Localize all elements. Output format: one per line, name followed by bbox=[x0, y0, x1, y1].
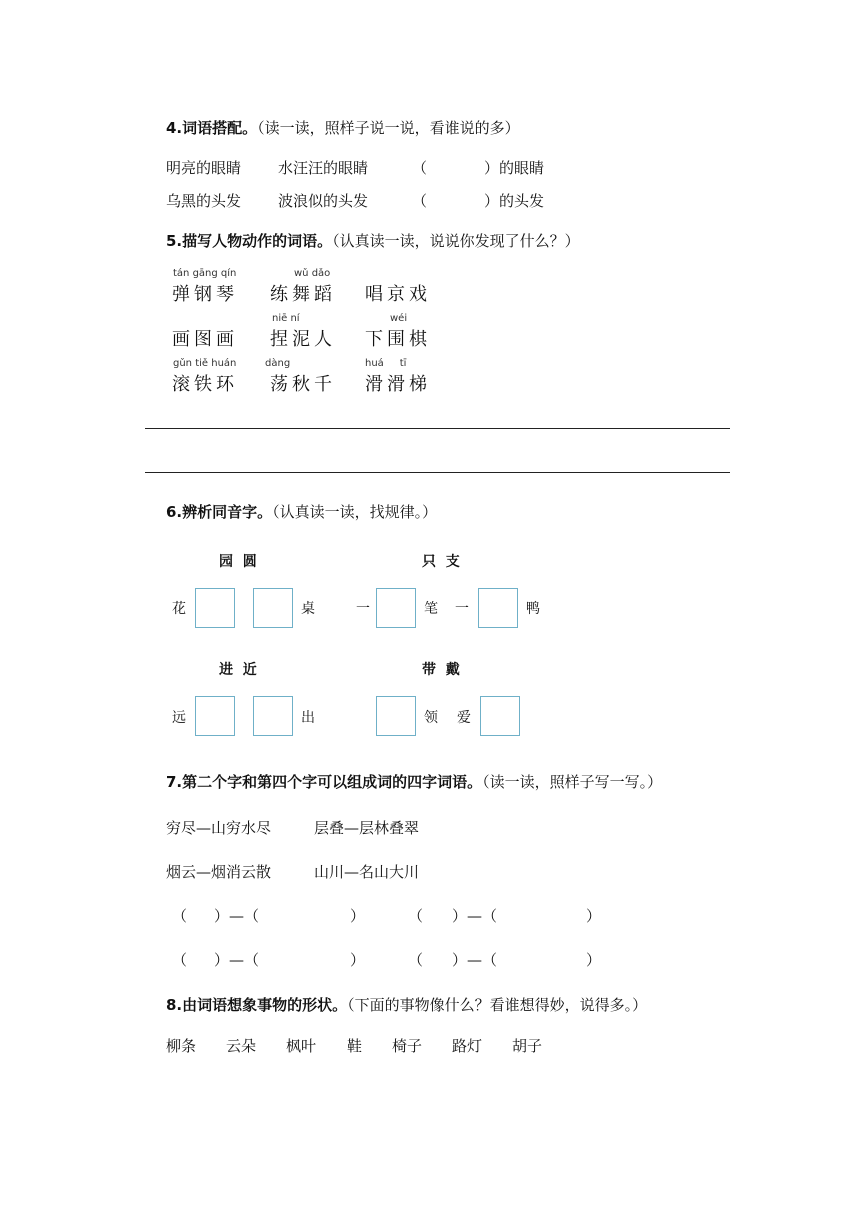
q6-g3-right: 出 bbox=[301, 710, 315, 726]
q8-title: 8.由词语想象事物的形状。 bbox=[166, 996, 348, 1014]
q4-instruction: （读一读，照样子说一说，看谁说的多） bbox=[257, 119, 520, 137]
q5-word-5: 捏泥人 bbox=[270, 329, 336, 350]
q4-row1-open: （ bbox=[412, 159, 428, 177]
q5-word-1: 弹钢琴 bbox=[172, 284, 238, 305]
q4-row2-open: （ bbox=[412, 192, 428, 210]
q5-word-8: 荡秋千 bbox=[270, 374, 336, 395]
q7-r2-close-b: ） bbox=[586, 951, 602, 969]
q5-title: 5.描写人物动作的词语。 bbox=[166, 232, 333, 250]
q5-word-6: 下围棋 bbox=[365, 329, 431, 350]
q5-pinyin-1: tán gāng qín bbox=[173, 268, 237, 279]
q7-r2-open-b: （ bbox=[408, 951, 424, 969]
q6-g2-box-2[interactable] bbox=[478, 588, 518, 628]
answer-line-1[interactable] bbox=[145, 428, 730, 429]
q4-heading bbox=[166, 117, 520, 138]
q8-word-1: 柳条 bbox=[166, 1037, 197, 1055]
q8-word-3: 枫叶 bbox=[286, 1037, 317, 1055]
q7-r2-mid-b: ）—（ bbox=[452, 951, 498, 969]
q8-word-6: 路灯 bbox=[452, 1037, 483, 1055]
q7-r1-mid: ）—（ bbox=[214, 907, 260, 925]
q6-g2-box-1[interactable] bbox=[376, 588, 416, 628]
q8-heading bbox=[166, 994, 647, 1015]
q7-heading bbox=[166, 771, 662, 792]
q7-r1-open: （ bbox=[172, 907, 188, 925]
answer-line-2[interactable] bbox=[145, 472, 730, 473]
q7-r1-close-b: ） bbox=[586, 907, 602, 925]
q7-r2-mid: ）—（ bbox=[214, 951, 260, 969]
q6-pair-1: 园 圆 bbox=[219, 554, 257, 570]
q5-pinyin-6: wéi bbox=[390, 313, 408, 324]
q6-g1-left: 花 bbox=[172, 601, 186, 617]
q7-r2-close: ） bbox=[350, 951, 366, 969]
q5-word-3: 唱京戏 bbox=[365, 284, 431, 305]
q6-g2-left: 一 bbox=[356, 601, 370, 617]
q6-g4-mid: 领 bbox=[424, 710, 438, 726]
q4-row1-close: ）的眼睛 bbox=[484, 159, 545, 177]
q4-row2-a: 乌黑的头发 bbox=[166, 192, 242, 210]
q6-g2-mid: 笔 bbox=[424, 601, 438, 617]
q5-pinyin-5: niē ní bbox=[272, 313, 300, 324]
q6-g4-box-2[interactable] bbox=[480, 696, 520, 736]
q5-word-9: 滑滑梯 bbox=[365, 374, 431, 395]
q7-instruction: （读一读，照样子写一写。） bbox=[482, 773, 663, 791]
q4-row2-b: 波浪似的头发 bbox=[278, 192, 369, 210]
q8-word-5: 椅子 bbox=[392, 1037, 423, 1055]
q8-word-2: 云朵 bbox=[226, 1037, 257, 1055]
q5-instruction: （认真读一读，说说你发现了什么？） bbox=[332, 232, 580, 250]
q7-r1-close: ） bbox=[350, 907, 366, 925]
q5-word-4: 画图画 bbox=[172, 329, 238, 350]
q7-example-2: 层叠—层林叠翠 bbox=[314, 819, 420, 837]
q4-row1-a: 明亮的眼睛 bbox=[166, 159, 242, 177]
q6-g2-right: 鸭 bbox=[526, 601, 540, 617]
q7-example-3: 烟云—烟消云散 bbox=[166, 863, 272, 881]
q8-instruction: （下面的事物像什么？看谁想得妙，说得多。） bbox=[347, 996, 648, 1014]
q8-word-4: 鞋 bbox=[347, 1037, 363, 1055]
q5-pinyin-2: wǔ dǎo bbox=[294, 268, 331, 279]
q7-r1-mid-b: ）—（ bbox=[452, 907, 498, 925]
q6-g1-box-2[interactable] bbox=[253, 588, 293, 628]
q6-g3-box-2[interactable] bbox=[253, 696, 293, 736]
q6-g3-left: 远 bbox=[172, 710, 186, 726]
q6-pair-3: 进 近 bbox=[219, 662, 257, 678]
q5-word-7: 滚铁环 bbox=[172, 374, 238, 395]
q6-instruction: （认真读一读，找规律。） bbox=[272, 503, 438, 521]
q8-word-7: 胡子 bbox=[512, 1037, 543, 1055]
q6-g3-box-1[interactable] bbox=[195, 696, 235, 736]
q5-pinyin-8: dàng bbox=[265, 358, 291, 369]
q7-example-1: 穷尽—山穷水尽 bbox=[166, 819, 272, 837]
q6-g4-right: 爱 bbox=[457, 710, 471, 726]
q4-row2-close: ）的头发 bbox=[484, 192, 545, 210]
q6-pair-2: 只 支 bbox=[422, 554, 460, 570]
q6-pair-4: 带 戴 bbox=[422, 662, 460, 678]
q7-r2-open: （ bbox=[172, 951, 188, 969]
q4-row1-b: 水汪汪的眼睛 bbox=[278, 159, 369, 177]
q4-title: 4.词语搭配。 bbox=[166, 119, 258, 137]
q6-g2-after: 一 bbox=[455, 601, 469, 617]
q5-word-2: 练舞蹈 bbox=[270, 284, 336, 305]
q5-pinyin-9: huá tī bbox=[365, 358, 407, 369]
q7-r1-open-b: （ bbox=[408, 907, 424, 925]
q5-heading bbox=[166, 230, 580, 251]
q6-g1-box-1[interactable] bbox=[195, 588, 235, 628]
q6-g4-box-1[interactable] bbox=[376, 696, 416, 736]
q6-heading bbox=[166, 501, 437, 522]
q7-title: 7.第二个字和第四个字可以组成词的四字词语。 bbox=[166, 773, 483, 791]
q6-g1-right: 桌 bbox=[301, 601, 315, 617]
q5-pinyin-7: gǔn tiě huán bbox=[173, 358, 237, 369]
q7-example-4: 山川—名山大川 bbox=[314, 863, 420, 881]
q6-title: 6.辨析同音字。 bbox=[166, 503, 273, 521]
